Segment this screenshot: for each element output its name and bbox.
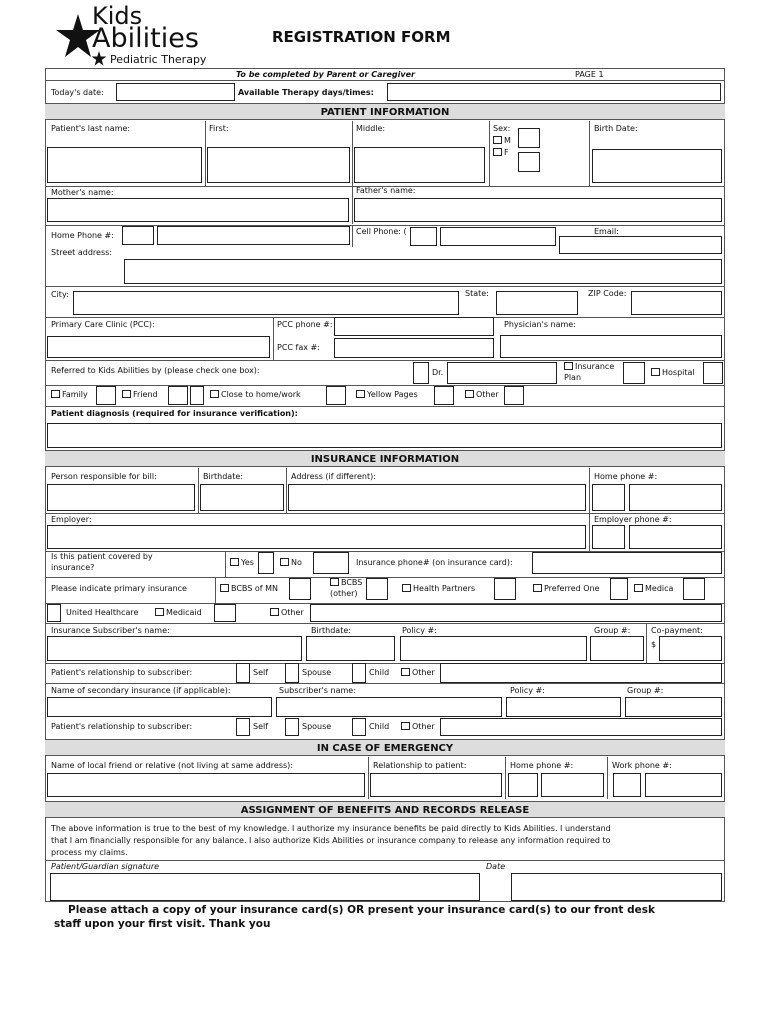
ins-other-field[interactable] <box>310 604 722 622</box>
logo-kids: Kids <box>92 2 143 30</box>
physician-field[interactable] <box>500 335 722 358</box>
state-label: State: <box>465 289 489 298</box>
relationship2-label: Patient's relationship to subscriber: <box>51 722 193 731</box>
emergency-name-field[interactable] <box>47 773 365 797</box>
rel2-other-option[interactable]: Other <box>401 722 435 732</box>
self2-label: Self <box>253 722 269 731</box>
rel-other-option[interactable]: Other <box>401 668 435 678</box>
spouse2-label: Spouse <box>302 722 332 731</box>
patient-section-header: PATIENT INFORMATION <box>45 103 725 120</box>
cell-phone-area[interactable] <box>410 227 437 246</box>
united-label: United Healthcare <box>66 608 139 617</box>
first-name-label: First: <box>209 124 229 133</box>
insurance-phone-field[interactable] <box>532 552 722 574</box>
spouse-label: Spouse <box>302 668 332 677</box>
copay-field[interactable] <box>659 636 722 661</box>
employer-phone-label: Employer phone #: <box>594 515 672 524</box>
dollar-sign: $ <box>651 640 657 649</box>
bill-home-phone-label: Home phone #: <box>594 472 658 481</box>
physician-label: Physician's name: <box>504 320 576 329</box>
person-bill-label: Person responsible for bill: <box>51 472 157 481</box>
pcc-fax-field[interactable] <box>334 338 494 358</box>
father-field[interactable] <box>354 198 722 222</box>
employer-label: Employer: <box>51 515 92 524</box>
father-label: Father's name: <box>356 186 416 195</box>
signature-date-field[interactable] <box>511 873 722 901</box>
insurance-section-header: INSURANCE INFORMATION <box>45 450 725 467</box>
employer-phone-area[interactable] <box>592 525 625 549</box>
pcc-fax-label: PCC fax #: <box>277 343 320 352</box>
child-box[interactable] <box>352 663 366 683</box>
other-option[interactable]: Other <box>465 390 499 400</box>
bill-birthdate-field[interactable] <box>200 484 284 511</box>
friend-option[interactable]: Friend <box>122 390 158 400</box>
bcbs-other-option[interactable]: BCBS <box>330 578 362 588</box>
secondary-field[interactable] <box>47 697 272 717</box>
group2-field[interactable] <box>625 697 722 717</box>
available-label: Available Therapy days/times: <box>238 88 374 97</box>
todays-date-field[interactable] <box>116 83 235 101</box>
email-field[interactable] <box>559 236 722 254</box>
female-option[interactable]: F <box>493 148 509 158</box>
person-bill-field[interactable] <box>47 484 195 511</box>
street-label: Street address: <box>51 248 112 257</box>
assignment-text-3: process my claims. <box>51 848 128 857</box>
yes-option[interactable]: Yes <box>230 558 254 568</box>
medicaid-box[interactable] <box>214 604 236 622</box>
sub-name2-label: Subscriber's name: <box>279 686 356 695</box>
medica-option[interactable]: Medica <box>634 584 673 594</box>
insurance-plan-label2: Plan <box>564 373 582 382</box>
dr-label: Dr. <box>432 368 444 377</box>
spouse2-box[interactable] <box>285 718 299 736</box>
emergency-relationship-label: Relationship to patient: <box>373 761 467 770</box>
insurance-phone-label: Insurance phone# (on insurance card): <box>356 558 513 567</box>
last-name-field[interactable] <box>47 147 202 183</box>
sex-box-2[interactable] <box>518 152 540 172</box>
close-box[interactable] <box>326 386 346 405</box>
relationship-label: Patient's relationship to subscriber: <box>51 668 193 677</box>
birth-date-label: Birth Date: <box>594 124 638 133</box>
pcc-phone-field[interactable] <box>334 317 494 336</box>
covered-label-1: Is this patient covered by <box>51 552 153 561</box>
covered-label-2: insurance? <box>51 563 95 572</box>
diagnosis-label: Patient diagnosis (required for insurance verification): <box>51 409 298 418</box>
emergency-home-field[interactable] <box>541 773 604 797</box>
diagnosis-field[interactable] <box>47 423 722 448</box>
other-box[interactable] <box>504 386 524 405</box>
footer-line-1: Please attach a copy of your insurance card(s) OR present your insurance card(s) to our front desk <box>68 904 655 916</box>
policy2-label: Policy #: <box>510 686 545 695</box>
signature-field[interactable] <box>50 873 480 901</box>
male-option[interactable]: M <box>493 136 511 146</box>
bill-home-phone-field[interactable] <box>629 484 722 511</box>
policy-label: Policy #: <box>402 626 437 635</box>
policy2-field[interactable] <box>506 697 621 717</box>
available-field[interactable] <box>387 83 721 101</box>
emergency-section-header: IN CASE OF EMERGENCY <box>45 739 725 756</box>
employer-field[interactable] <box>47 525 586 549</box>
group-label: Group #: <box>594 626 631 635</box>
pcc-field[interactable] <box>47 336 270 358</box>
home-phone-field[interactable] <box>157 226 350 245</box>
dr-checkbox[interactable] <box>413 362 429 384</box>
yes-box[interactable] <box>258 552 274 574</box>
bill-home-phone-area[interactable] <box>592 484 625 511</box>
bcbs-other-label2: (other) <box>330 589 358 598</box>
assignment-section-header: ASSIGNMENT OF BENEFITS AND RECORDS RELEASE <box>45 801 725 818</box>
zip-label: ZIP Code: <box>588 289 627 298</box>
subscriber-label: Insurance Subscriber's name: <box>51 626 170 635</box>
bcbs-mn-option[interactable]: BCBS of MN <box>220 584 278 594</box>
close-option[interactable]: Close to home/work <box>210 390 301 400</box>
pcc-label: Primary Care Clinic (PCC): <box>51 320 155 329</box>
friend-box-2[interactable] <box>190 386 204 405</box>
todays-date-label: Today's date: <box>51 88 104 97</box>
insurance-plan-option[interactable]: Insurance <box>564 362 614 372</box>
pcc-phone-label: PCC phone #: <box>277 320 333 329</box>
email-label: Email: <box>594 227 619 236</box>
friend-box[interactable] <box>168 386 188 405</box>
family-option[interactable]: Family <box>51 390 88 400</box>
address-label: Address (if different): <box>291 472 376 481</box>
logo-abilities: Abilities <box>92 23 199 54</box>
policy-field[interactable] <box>400 636 587 661</box>
sex-box-1[interactable] <box>518 128 540 148</box>
emergency-work-phone-label: Work phone #: <box>612 761 672 770</box>
mother-label: Mother's name: <box>51 188 114 197</box>
home-phone-label: Home Phone #: <box>51 231 114 240</box>
rel-other-field[interactable] <box>440 663 722 683</box>
emergency-work-area[interactable] <box>613 773 641 797</box>
middle-name-field[interactable] <box>354 147 485 183</box>
assignment-text-2: that I am financially responsible for any balance. I also authorize Kids Abilities or insurance company to release any information required to <box>51 836 611 845</box>
subscriber-field[interactable] <box>47 636 302 661</box>
logo-pediatric: Pediatric Therapy <box>110 53 207 66</box>
completed-by: To be completed by Parent or Caregiver <box>236 70 415 79</box>
cell-phone-field[interactable] <box>440 227 556 246</box>
dr-field[interactable] <box>447 362 557 384</box>
street-field[interactable] <box>124 259 722 284</box>
page-number: PAGE 1 <box>575 70 604 79</box>
copay-label: Co-payment: <box>651 626 703 635</box>
medica-box[interactable] <box>683 578 705 600</box>
home-phone-area[interactable] <box>122 226 154 245</box>
united-box[interactable] <box>47 604 61 622</box>
logo <box>55 4 220 68</box>
family-box[interactable] <box>96 386 116 405</box>
no-box[interactable] <box>313 552 349 574</box>
employer-phone-field[interactable] <box>629 525 722 549</box>
city-field[interactable] <box>73 291 459 315</box>
bill-birthdate-label: Birthdate: <box>203 472 243 481</box>
spouse-box[interactable] <box>285 663 299 683</box>
signature-label: Patient/Guardian signature <box>51 862 160 871</box>
group2-label: Group #: <box>627 686 664 695</box>
sub-name2-field[interactable] <box>276 697 502 717</box>
emergency-home-area[interactable] <box>508 773 538 797</box>
primary-label: Please indicate primary insurance <box>51 584 187 593</box>
self2-box[interactable] <box>236 718 250 736</box>
ins-other-option[interactable]: Other <box>270 608 304 618</box>
health-partners-box[interactable] <box>494 578 516 600</box>
rel2-other-field[interactable] <box>440 718 722 736</box>
medicaid-option[interactable]: Medicaid <box>155 608 202 618</box>
sub-birthdate-field[interactable] <box>306 636 395 661</box>
birth-date-field[interactable] <box>592 149 722 183</box>
date-label: Date <box>486 862 506 871</box>
referred-label: Referred to Kids Abilities by (please check one box): <box>51 366 260 375</box>
insurance-plan-box[interactable] <box>623 362 645 384</box>
emergency-work-field[interactable] <box>645 773 722 797</box>
group-field[interactable] <box>590 636 644 661</box>
address-field[interactable] <box>288 484 586 511</box>
sub-birthdate-label: Birthdate: <box>311 626 351 635</box>
yellow-box[interactable] <box>434 386 454 405</box>
mother-field[interactable] <box>47 198 349 222</box>
first-name-field[interactable] <box>207 147 350 183</box>
bcbs-other-box[interactable] <box>366 578 388 600</box>
emergency-home-phone-label: Home phone #: <box>510 761 574 770</box>
footer-line-2: staff upon your first visit. Thank you <box>54 918 271 930</box>
child-label: Child <box>369 668 390 677</box>
sex-label: Sex: <box>493 124 511 133</box>
self-box[interactable] <box>236 663 250 683</box>
cell-phone-label: Cell Phone: ( <box>356 227 407 236</box>
preferred-one-box[interactable] <box>610 578 628 600</box>
preferred-one-option[interactable]: Preferred One <box>533 584 600 594</box>
form-title: REGISTRATION FORM <box>272 28 451 46</box>
secondary-label: Name of secondary insurance (if applicable): <box>51 686 231 695</box>
hospital-option[interactable]: Hospital <box>651 368 695 378</box>
emergency-name-label: Name of local friend or relative (not living at same address): <box>51 761 293 770</box>
yellow-option[interactable]: Yellow Pages <box>356 390 418 400</box>
emergency-relationship-field[interactable] <box>370 773 502 797</box>
health-partners-option[interactable]: Health Partners <box>402 584 475 594</box>
self-label: Self <box>253 668 269 677</box>
zip-field[interactable] <box>631 291 722 315</box>
middle-name-label: Middle: <box>356 124 386 133</box>
child2-label: Child <box>369 722 390 731</box>
bcbs-mn-box[interactable] <box>289 578 311 600</box>
hospital-box[interactable] <box>703 362 723 384</box>
city-label: City: <box>51 290 69 299</box>
no-option[interactable]: No <box>280 558 302 568</box>
last-name-label: Patient's last name: <box>51 124 131 133</box>
state-field[interactable] <box>496 291 578 315</box>
assignment-text-1: The above information is true to the best of my knowledge. I authorize my insurance benefits be paid directly to Kids Abilities. I understand <box>51 824 611 833</box>
child2-box[interactable] <box>352 718 366 736</box>
